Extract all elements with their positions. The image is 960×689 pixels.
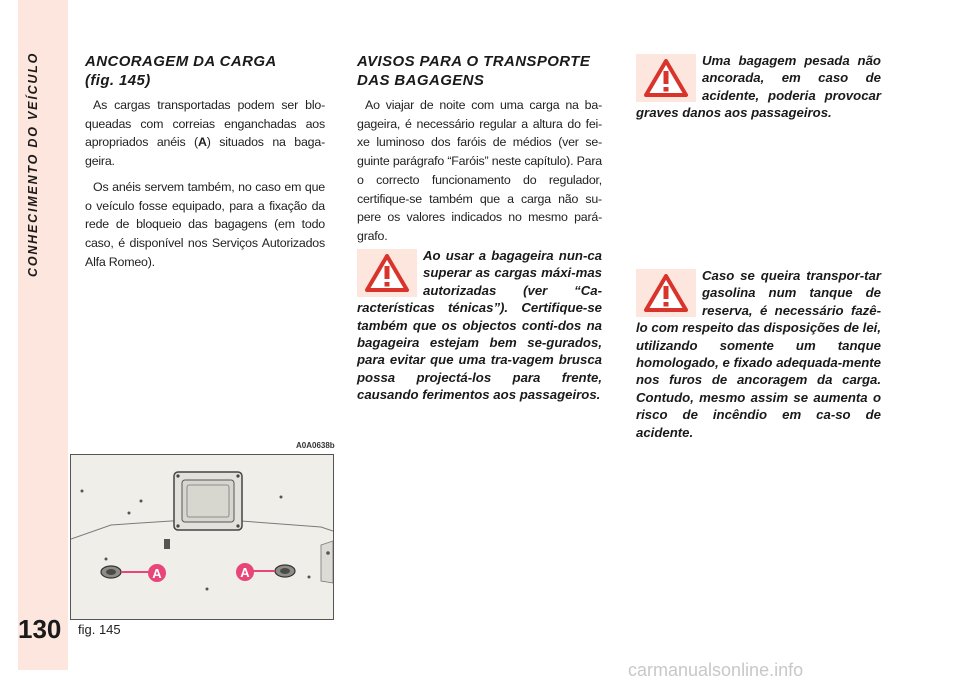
- warning-triangle-icon: [644, 59, 688, 97]
- warning-block-max-load: [357, 247, 602, 404]
- column-anchoring: [85, 52, 325, 278]
- anchor-ring-left: [101, 566, 121, 578]
- warning-triangle-icon: [365, 254, 409, 292]
- warning-icon-box: [357, 249, 417, 297]
- luggage-heading-line1: AVISOS PARA O TRANSPORTE: [357, 53, 591, 70]
- warning-triangle-icon: [644, 274, 688, 312]
- page-number: 130: [18, 614, 62, 644]
- marker-a-left-label: A: [152, 566, 162, 581]
- marker-a-right-label: A: [240, 565, 250, 580]
- anchoring-heading-line2: (fig. 145): [85, 72, 151, 89]
- luggage-paragraph: Ao viajar de noite com uma carga na ba-gageira, é necessário regular a altura do fei-xe luminoso dos faróis de médios (ver se-guinte parágrafo “Faróis” neste capítulo). Para o correcto funcionamento do regulador, certifique-se também que a carga não su-pere os valores indicados no mesmo pará-grafo.: [357, 98, 602, 243]
- warning-text-fuel-tank: Caso se queira transpor-tar gasolina num tanque de reserva, é necessário fazê-lo com respeito das disposições de lei, utilizando somente um tanque homologado, e fixado adequada-mente nos furos de ancoragem da carga. Contudo, mesmo assim se aumenta o risco de incêndio em ca-so de acidente.: [636, 268, 881, 440]
- anchoring-p1-end: ) situados na baga-geira.: [85, 135, 325, 169]
- warning-text-heavy-luggage: Uma bagagem pesada não ancorada, em caso de acidente, poderia provocar graves danos aos passageiros.: [636, 53, 881, 121]
- warning-icon-box: [636, 269, 696, 317]
- luggage-heading-line2: DAS BAGAGENS: [357, 72, 485, 89]
- column-luggage-warnings: [357, 52, 602, 253]
- ring-marker-ref: A: [197, 135, 207, 150]
- anchoring-paragraph-1: [85, 96, 325, 171]
- warning-block-fuel-tank: [636, 267, 881, 441]
- anchoring-heading-line1: ANCORAGEM DA CARGA: [85, 53, 277, 70]
- figure-trunk-illustration: [70, 454, 334, 620]
- figure-caption: fig. 145: [78, 622, 121, 637]
- warning-text-max-load: Ao usar a bagageira nun-ca superar as cargas máxi-mas autorizadas (ver “Ca-racterísticas ténicas”). Certifique-se também que os objectos conti-dos na bagageira estejam bem se-gurados, para evitar que uma tra-vagem brusca possa projectá-los para frente, causando ferimentos aos passageiros.: [357, 248, 602, 403]
- figure-code: A0A0638b: [296, 441, 335, 450]
- access-panel: [174, 472, 242, 530]
- anchor-ring-right: [275, 565, 295, 577]
- trunk-floor-drawing: [71, 455, 333, 619]
- warning-block-heavy-luggage: [636, 52, 881, 122]
- anchoring-p1-start: As cargas transportadas podem ser blo-queadas com correias enganchadas aos apropriados anéis (: [85, 98, 325, 150]
- watermark: carmanualsonline.info: [628, 660, 804, 680]
- warning-icon-box: [636, 54, 696, 102]
- anchoring-paragraph-2: Os anéis servem também, no caso em que o veículo fosse equipado, para a fixação da rede de bloqueio das bagagens (em todo caso, é disponível nos Serviços Autorizados Alfa Romeo).: [85, 179, 325, 269]
- anchoring-heading: [85, 52, 325, 90]
- section-title: CONHECIMENTO DO VEÍCULO: [26, 52, 40, 278]
- luggage-heading: [357, 52, 602, 90]
